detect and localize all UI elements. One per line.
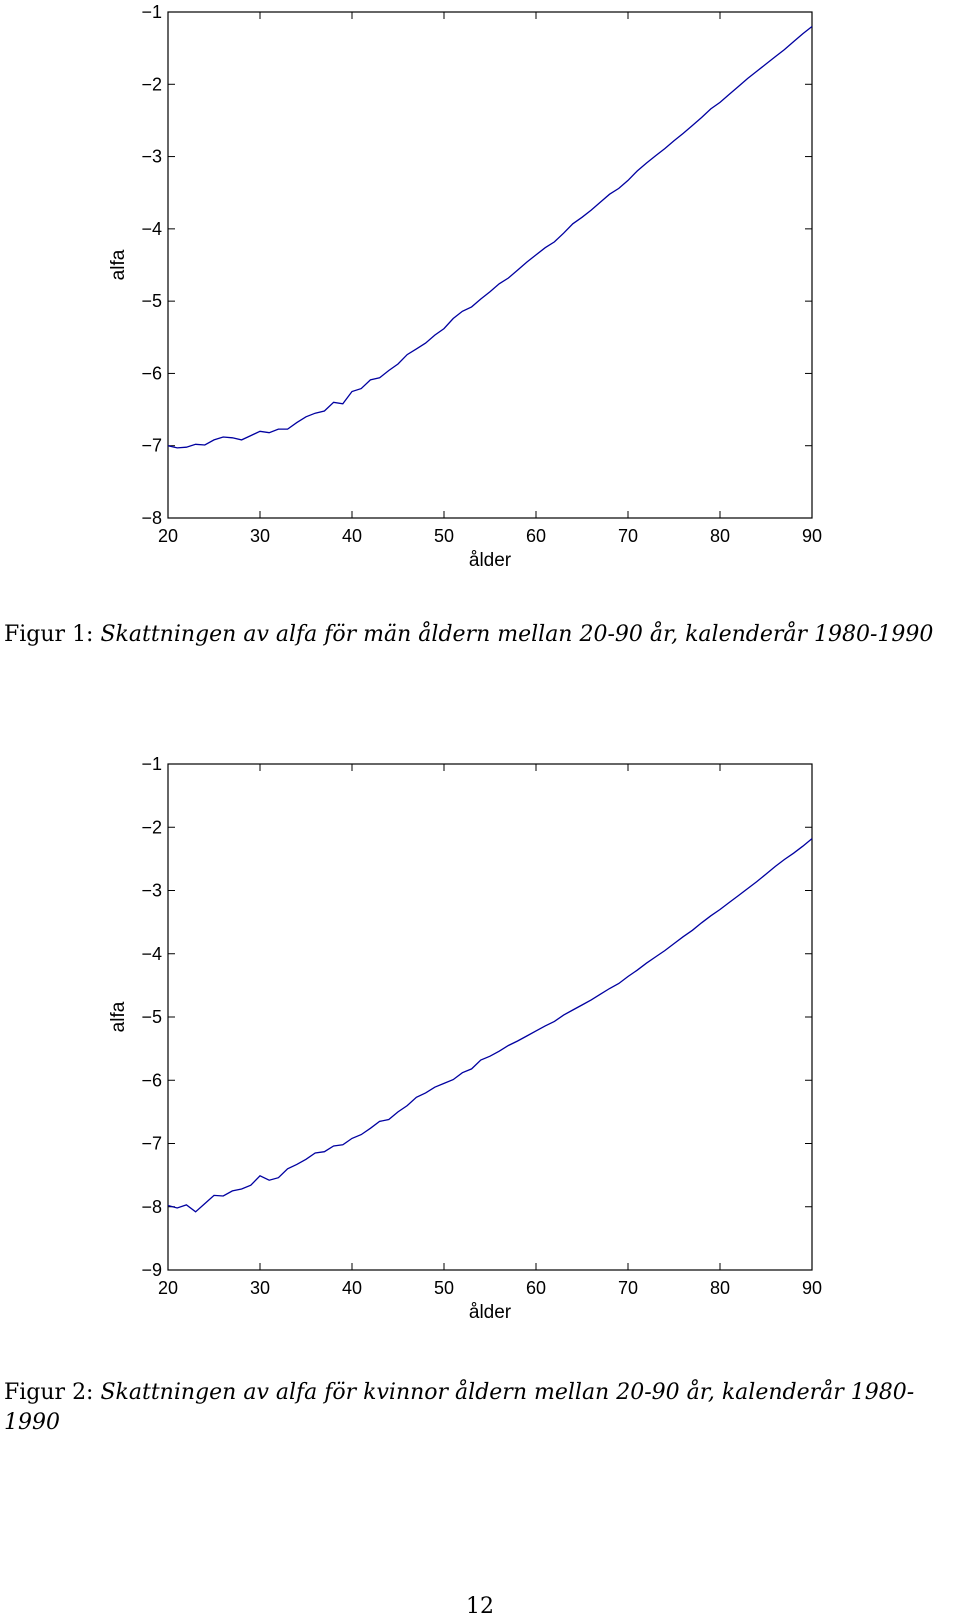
x-tick-label: 20 (157, 526, 179, 546)
y-tick-label: −5 (141, 291, 162, 312)
y-axis-label: alfa (108, 1001, 129, 1033)
figure-2-caption-label: Figur 2: (4, 1380, 94, 1405)
x-axis-label: ålder (468, 550, 512, 571)
series-line (168, 27, 812, 448)
y-tick-label: −5 (141, 1007, 162, 1027)
y-tick-label: −8 (141, 1196, 162, 1217)
x-tick-label: 60 (525, 1278, 547, 1298)
figure-1-caption-label: Figur 1: (4, 622, 94, 647)
x-tick-label: 80 (709, 526, 731, 546)
y-tick-label: −9 (141, 1260, 162, 1280)
x-tick-label: 40 (341, 526, 363, 546)
y-tick-label: −6 (141, 1070, 162, 1091)
x-tick-label: 80 (709, 1278, 731, 1298)
y-tick-label: −3 (141, 146, 162, 167)
y-tick-label: −4 (141, 218, 162, 239)
x-tick-label: 70 (617, 526, 639, 546)
y-tick-label: −2 (141, 817, 162, 838)
page-number: 12 (466, 1594, 494, 1619)
plot-frame (168, 12, 812, 518)
x-tick-label: 30 (249, 526, 271, 546)
y-tick-label: −6 (141, 363, 162, 384)
series-line (168, 839, 812, 1212)
y-tick-label: −4 (141, 943, 162, 964)
plot-frame (168, 764, 812, 1270)
y-axis-label: alfa (108, 249, 129, 281)
y-tick-label: −7 (141, 1133, 162, 1154)
x-tick-label: 70 (617, 1278, 639, 1298)
chart-figure-1 (0, 0, 960, 580)
figure-2-caption-text: Skattningen av alfa för kvinnor åldern mellan 20-90 år, kalenderår 1980-1990 (4, 1380, 915, 1435)
y-tick-label: −3 (141, 880, 162, 901)
x-tick-label: 20 (157, 1278, 179, 1298)
x-tick-label: 30 (249, 1278, 271, 1298)
x-tick-label: 40 (341, 1278, 363, 1298)
y-tick-label: −8 (141, 508, 162, 528)
chart-svg (0, 752, 960, 1332)
chart-svg (0, 0, 960, 580)
figure-2-caption (4, 1378, 956, 1438)
x-tick-label: 60 (525, 526, 547, 546)
figure-1-caption-text: Skattningen av alfa för män åldern mellan 20-90 år, kalenderår 1980-1990 (100, 622, 934, 647)
x-tick-label: 50 (433, 526, 455, 546)
x-axis-label: ålder (468, 1302, 512, 1323)
x-tick-label: 90 (801, 526, 823, 546)
y-tick-label: −1 (141, 754, 162, 774)
y-tick-label: −1 (141, 2, 162, 22)
x-tick-label: 90 (801, 1278, 823, 1298)
chart-figure-2 (0, 752, 960, 1332)
y-tick-label: −2 (141, 74, 162, 95)
y-tick-label: −7 (141, 435, 162, 456)
figure-1-caption (4, 620, 956, 650)
x-tick-label: 50 (433, 1278, 455, 1298)
